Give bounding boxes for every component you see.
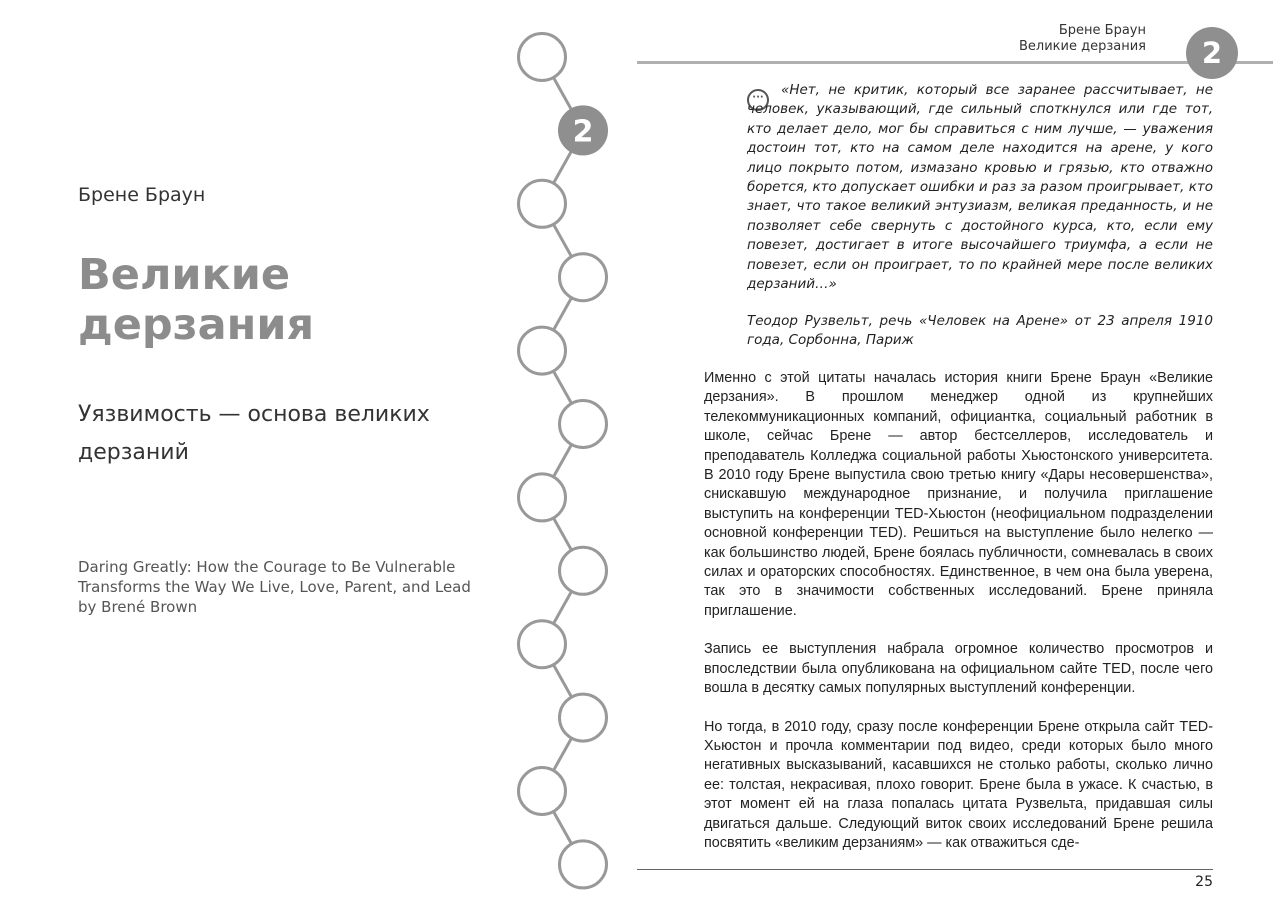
book-title-line: Великие <box>78 250 291 300</box>
original-title-line: Daring Greatly: How the Courage to Be Vulnerable <box>78 558 456 576</box>
epigraph-source: Теодор Рузвельт, речь «Человек на Арене» от 23 апреля 1910 года, Сорбонна, Париж <box>747 313 1213 349</box>
chain-ring <box>560 254 607 301</box>
chain-ring <box>519 474 566 521</box>
book-subtitle-line: дерзаний <box>78 440 189 465</box>
book-subtitle-line: Уязвимость — основа великих <box>78 402 430 427</box>
chain-ring <box>560 401 607 448</box>
book-author: Брене Браун <box>78 184 206 206</box>
chain-ring <box>560 694 607 741</box>
chain-ring <box>519 621 566 668</box>
body-paragraph: Именно с этой цитаты началась история книги Брене Браун «Великие дерзания». В прошлом менеджер одной из крупнейших телекоммуникационных компаний, официантка, социальный работник в школе, сейчас Брене — автор бестселлеров, исследователь и преподаватель Колледжа социальной работы Хьюстонского университета. В 2010 году Брене выпустила свою третью книгу «Дары несовершенства», снискавшую международное признание, и получила приглашение выступить на конференции TED-Хьюстон (неофициальном подразделении основной конференции TED). Решиться на выступление было нелегко — как большинство людей, Брене боялась публичности, сомневалась в своих силах и ораторских способностях. Единственное, в чем она была уверена, так это в значимости собственных исследований. Брене приняла приглашение. <box>704 370 1213 619</box>
original-title-line: by Brené Brown <box>78 598 198 616</box>
epigraph-quote: «Нет, не критик, который все заранее рассчитывает, не человек, указывающий, где сильный споткнулся или где тот, кто делает дело, мог бы справиться с ним лучше, — уважения достоин тот, кто на самом деле находится на арене, у кого лицо покрыто потом, измазано кровью и грязью, кто отважно борется, кто допускает ошибки и раз за разом проигрывает, кто знает, что такое великий энтузиазм, великая преданность, и не позволяет себе свернуть с достойного курса, кто, если ему повезет, достигает в итоге высочайшего триумфа, а если не повезет, если он проиграет, то по крайней мере после великих дерзаний…» <box>747 82 1213 293</box>
chain-ring <box>519 768 566 815</box>
running-header-book: Великие дерзания <box>1019 39 1146 54</box>
running-header-author: Брене Браун <box>1058 23 1146 38</box>
chain-active-number: 2 <box>572 114 594 150</box>
original-title-line: Transforms the Way We Live, Love, Parent, and Lead <box>78 578 471 596</box>
body-paragraph: Но тогда, в 2010 году, сразу после конференции Брене открыла сайт TED-Хьюстон и прочла комментарии под видео, среди которых было много негативных высказываний, касавшихся не столько работы, сколько лично ее: толстая, некрасивая, плохо говорит. Брене была в ужасе. К счастью, в этот момент ей на глаза попалась цитата Рузвельта, придавшая силы двигаться дальше. Следующий виток своих исследований Брене решила посвятить «великим дерзаниям» — как отважиться сде- <box>704 718 1213 851</box>
chapter-badge: 2 <box>1186 27 1238 79</box>
body-paragraph: Запись ее выступления набрала огромное количество просмотров и впоследствии была опубликована на официальном сайте TED, после чего вошла в десятку самых популярных выступлений конференции. <box>704 641 1213 697</box>
footer-rule <box>637 869 1213 870</box>
chain-ring <box>519 180 566 227</box>
body-text <box>704 369 1213 872</box>
chain-ring <box>560 841 607 888</box>
page-number: 25 <box>1195 874 1213 890</box>
chain-ring <box>519 327 566 374</box>
header-rule <box>637 61 1273 64</box>
book-title-line: дерзания <box>78 300 315 350</box>
speech-bubble-icon: ··· <box>747 89 769 111</box>
chain-ring <box>560 547 607 594</box>
chain-ring <box>519 34 566 81</box>
